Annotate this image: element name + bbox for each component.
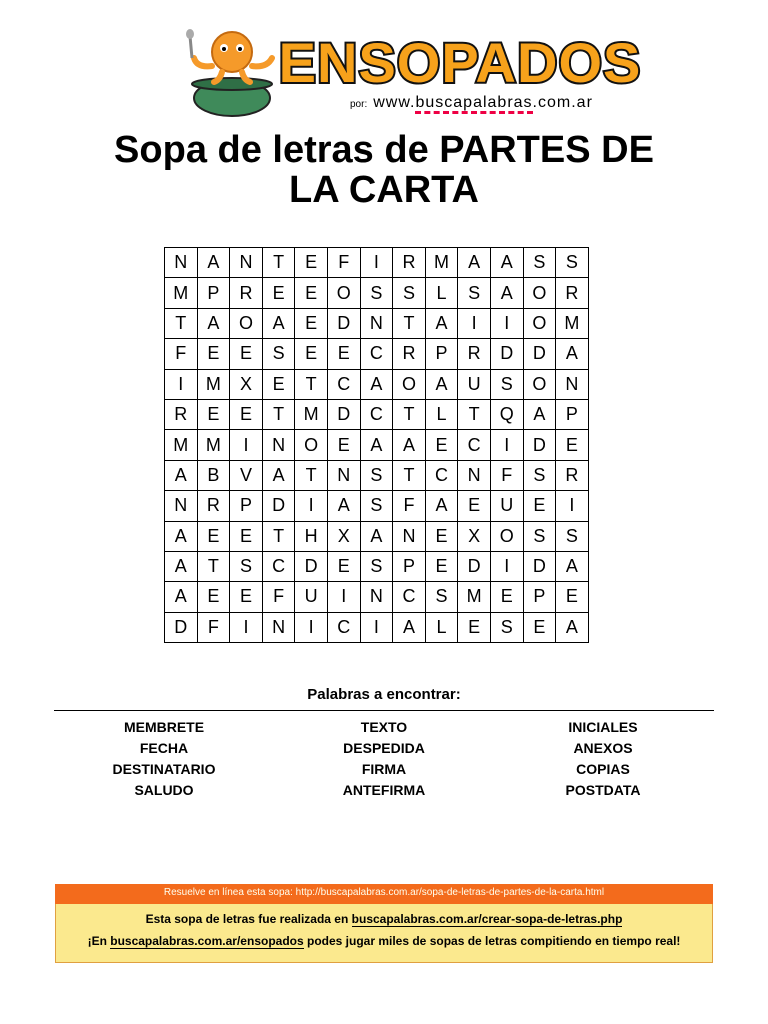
grid-cell[interactable]: C bbox=[425, 460, 458, 490]
grid-cell[interactable]: T bbox=[393, 460, 426, 490]
grid-cell[interactable]: E bbox=[327, 339, 360, 369]
logo-text: ENSOPADOS bbox=[278, 31, 642, 94]
grid-row bbox=[165, 582, 589, 612]
word-item: COPIAS bbox=[576, 761, 630, 777]
grid-cell[interactable]: R bbox=[556, 278, 589, 308]
header bbox=[0, 0, 768, 125]
grid-cell[interactable]: R bbox=[393, 248, 426, 278]
grid-cell[interactable]: E bbox=[425, 430, 458, 460]
grid-cell[interactable]: V bbox=[230, 460, 263, 490]
grid-cell[interactable]: R bbox=[197, 491, 230, 521]
grid-cell[interactable]: T bbox=[393, 399, 426, 429]
grid-cell[interactable]: O bbox=[230, 308, 263, 338]
grid-cell[interactable]: P bbox=[393, 551, 426, 581]
grid-cell[interactable]: E bbox=[458, 612, 491, 642]
word-item: DESTINATARIO bbox=[112, 761, 216, 777]
grid-cell[interactable]: E bbox=[295, 339, 328, 369]
grid-cell[interactable]: I bbox=[490, 308, 523, 338]
grid-cell[interactable]: I bbox=[230, 430, 263, 460]
grid-cell[interactable]: A bbox=[556, 612, 589, 642]
grid-cell[interactable]: E bbox=[230, 399, 263, 429]
grid-cell[interactable]: T bbox=[262, 248, 295, 278]
grid-cell[interactable]: M bbox=[556, 308, 589, 338]
site-prefix: www. bbox=[373, 94, 416, 111]
grid-cell[interactable]: E bbox=[327, 430, 360, 460]
title-line-1: Sopa de letras de PARTES DE bbox=[114, 129, 654, 171]
word-search-grid bbox=[164, 247, 589, 643]
grid-cell[interactable]: S bbox=[360, 551, 393, 581]
grid-cell[interactable]: N bbox=[262, 430, 295, 460]
grid-cell[interactable]: E bbox=[197, 521, 230, 551]
grid-cell[interactable]: A bbox=[262, 308, 295, 338]
grid-cell[interactable]: E bbox=[295, 248, 328, 278]
grid-row bbox=[165, 551, 589, 581]
grid-cell[interactable]: A bbox=[490, 248, 523, 278]
grid-cell[interactable]: M bbox=[295, 399, 328, 429]
grid-cell[interactable]: E bbox=[197, 339, 230, 369]
grid-cell[interactable]: S bbox=[490, 369, 523, 399]
byline-label: por: bbox=[350, 99, 368, 110]
word-item: INICIALES bbox=[568, 719, 638, 735]
grid-cell[interactable]: R bbox=[230, 278, 263, 308]
grid-cell[interactable]: A bbox=[458, 248, 491, 278]
grid-cell[interactable]: E bbox=[230, 521, 263, 551]
grid-cell[interactable]: A bbox=[393, 612, 426, 642]
grid-cell[interactable]: U bbox=[490, 491, 523, 521]
grid-cell[interactable]: F bbox=[327, 248, 360, 278]
grid-row bbox=[165, 369, 589, 399]
word-item: ANTEFIRMA bbox=[342, 782, 426, 798]
grid-cell[interactable]: I bbox=[295, 612, 328, 642]
grid-cell[interactable]: D bbox=[295, 551, 328, 581]
grid-cell[interactable]: T bbox=[295, 369, 328, 399]
grid-row bbox=[165, 248, 589, 278]
grid-cell[interactable]: S bbox=[523, 248, 556, 278]
grid-cell[interactable]: A bbox=[556, 551, 589, 581]
grid-row bbox=[165, 460, 589, 490]
grid-cell[interactable]: I bbox=[165, 369, 198, 399]
grid-cell[interactable]: E bbox=[295, 278, 328, 308]
grid-cell[interactable]: N bbox=[393, 521, 426, 551]
grid-cell[interactable]: N bbox=[360, 308, 393, 338]
grid-row bbox=[165, 491, 589, 521]
grid-cell[interactable]: P bbox=[230, 491, 263, 521]
grid-cell[interactable]: C bbox=[458, 430, 491, 460]
grid-cell[interactable]: U bbox=[458, 369, 491, 399]
octopus-mascot-icon bbox=[182, 28, 282, 118]
grid-cell[interactable]: S bbox=[360, 460, 393, 490]
grid-cell[interactable]: O bbox=[393, 369, 426, 399]
grid-cell[interactable]: N bbox=[327, 460, 360, 490]
grid-cell[interactable]: L bbox=[425, 278, 458, 308]
grid-cell[interactable]: S bbox=[393, 278, 426, 308]
grid-cell[interactable]: T bbox=[458, 399, 491, 429]
grid-cell[interactable]: P bbox=[197, 278, 230, 308]
grid-cell[interactable]: S bbox=[458, 278, 491, 308]
create-puzzle-link[interactable]: buscapalabras.com.ar/crear-sopa-de-letras.php bbox=[351, 912, 623, 926]
grid-cell[interactable]: D bbox=[327, 399, 360, 429]
grid-cell[interactable]: E bbox=[490, 582, 523, 612]
site-main: buscapalabras bbox=[415, 94, 532, 114]
grid-cell[interactable]: S bbox=[230, 551, 263, 581]
grid-cell[interactable]: A bbox=[327, 491, 360, 521]
grid-cell[interactable]: E bbox=[327, 551, 360, 581]
footer-line-2-prefix: ¡En bbox=[87, 934, 111, 948]
grid-cell[interactable]: C bbox=[393, 582, 426, 612]
grid-cell[interactable]: A bbox=[165, 551, 198, 581]
grid-cell[interactable]: S bbox=[523, 460, 556, 490]
grid-cell[interactable]: C bbox=[327, 369, 360, 399]
grid-cell[interactable]: E bbox=[230, 339, 263, 369]
byline bbox=[350, 94, 620, 112]
grid-cell[interactable]: I bbox=[556, 491, 589, 521]
grid-cell[interactable]: M bbox=[165, 278, 198, 308]
grid-cell[interactable]: N bbox=[230, 248, 263, 278]
grid-cell[interactable]: N bbox=[165, 248, 198, 278]
word-item: TEXTO bbox=[360, 719, 408, 735]
grid-cell[interactable]: T bbox=[262, 521, 295, 551]
word-item: MEMBRETE bbox=[123, 719, 205, 735]
grid-cell[interactable]: T bbox=[197, 551, 230, 581]
footer-line-2-suffix: podes jugar miles de sopas de letras compitiendo en tiempo real! bbox=[303, 934, 681, 948]
word-item: FECHA bbox=[139, 740, 189, 756]
grid-cell[interactable]: S bbox=[490, 612, 523, 642]
grid-cell[interactable]: X bbox=[327, 521, 360, 551]
grid-row bbox=[165, 521, 589, 551]
grid-cell[interactable]: P bbox=[425, 339, 458, 369]
grid-cell[interactable]: E bbox=[262, 369, 295, 399]
grid-cell[interactable]: C bbox=[360, 339, 393, 369]
grid-cell[interactable]: C bbox=[360, 399, 393, 429]
grid-cell[interactable]: I bbox=[360, 612, 393, 642]
grid-cell[interactable]: A bbox=[425, 308, 458, 338]
grid-cell[interactable]: O bbox=[295, 430, 328, 460]
grid-cell[interactable]: T bbox=[393, 308, 426, 338]
grid-cell[interactable]: A bbox=[360, 369, 393, 399]
grid-cell[interactable]: O bbox=[327, 278, 360, 308]
grid-cell[interactable]: A bbox=[165, 460, 198, 490]
ensopados-link[interactable]: buscapalabras.com.ar/ensopados bbox=[110, 934, 304, 948]
grid-cell[interactable]: I bbox=[295, 491, 328, 521]
grid-cell[interactable]: M bbox=[197, 430, 230, 460]
word-item: SALUDO bbox=[134, 782, 194, 798]
word-item: DESPEDIDA bbox=[343, 740, 425, 756]
grid-cell[interactable]: A bbox=[197, 248, 230, 278]
grid-cell[interactable]: E bbox=[425, 551, 458, 581]
grid-cell[interactable]: F bbox=[262, 582, 295, 612]
grid-cell[interactable]: S bbox=[262, 339, 295, 369]
online-solve-link[interactable]: Resuelve en línea esta sopa: http://buscapalabras.com.ar/sopa-de-letras-de-partes-de-la-carta.html bbox=[55, 884, 713, 904]
grid-cell[interactable]: M bbox=[458, 582, 491, 612]
grid-cell[interactable]: E bbox=[262, 278, 295, 308]
grid-cell[interactable]: A bbox=[425, 369, 458, 399]
grid-cell[interactable]: F bbox=[490, 460, 523, 490]
grid-cell[interactable]: L bbox=[425, 612, 458, 642]
grid-row bbox=[165, 430, 589, 460]
grid-cell[interactable]: I bbox=[327, 582, 360, 612]
grid-cell[interactable]: O bbox=[523, 278, 556, 308]
grid-cell[interactable]: Q bbox=[490, 399, 523, 429]
grid-row bbox=[165, 339, 589, 369]
grid-cell[interactable]: F bbox=[197, 612, 230, 642]
grid-cell[interactable]: D bbox=[262, 491, 295, 521]
grid-cell[interactable]: S bbox=[556, 248, 589, 278]
grid-cell[interactable]: M bbox=[197, 369, 230, 399]
grid-cell[interactable]: N bbox=[360, 582, 393, 612]
grid-cell[interactable]: A bbox=[197, 308, 230, 338]
grid-cell[interactable]: O bbox=[490, 521, 523, 551]
word-list-column-1 bbox=[54, 717, 274, 801]
grid-cell[interactable]: R bbox=[165, 399, 198, 429]
grid-cell[interactable]: A bbox=[556, 339, 589, 369]
grid-cell[interactable]: M bbox=[165, 430, 198, 460]
grid-cell[interactable]: A bbox=[262, 460, 295, 490]
grid-cell[interactable]: N bbox=[165, 491, 198, 521]
grid-cell[interactable]: A bbox=[393, 430, 426, 460]
grid-cell[interactable]: N bbox=[556, 369, 589, 399]
grid-cell[interactable]: P bbox=[556, 399, 589, 429]
grid-cell[interactable]: A bbox=[360, 430, 393, 460]
grid-cell[interactable]: D bbox=[523, 339, 556, 369]
site-suffix: .com.ar bbox=[532, 94, 593, 111]
grid-cell[interactable]: H bbox=[295, 521, 328, 551]
grid-cell[interactable]: E bbox=[523, 612, 556, 642]
grid-cell[interactable]: T bbox=[262, 399, 295, 429]
footer-line-1 bbox=[56, 908, 712, 930]
grid-cell[interactable]: S bbox=[360, 491, 393, 521]
grid-cell[interactable]: R bbox=[393, 339, 426, 369]
grid-cell[interactable]: A bbox=[425, 491, 458, 521]
grid-cell[interactable]: F bbox=[393, 491, 426, 521]
grid-cell[interactable]: A bbox=[165, 582, 198, 612]
grid-cell[interactable]: A bbox=[490, 278, 523, 308]
footer-info bbox=[55, 904, 713, 963]
grid-cell[interactable]: L bbox=[425, 399, 458, 429]
grid-cell[interactable]: X bbox=[230, 369, 263, 399]
grid-cell[interactable]: E bbox=[197, 399, 230, 429]
grid-row bbox=[165, 612, 589, 642]
grid-cell[interactable]: D bbox=[327, 308, 360, 338]
grid-cell[interactable]: T bbox=[165, 308, 198, 338]
word-item: POSTDATA bbox=[565, 782, 641, 798]
grid-cell[interactable]: E bbox=[230, 582, 263, 612]
footer-line-2 bbox=[56, 930, 712, 952]
title-line-2: LA CARTA bbox=[289, 169, 479, 211]
grid-cell[interactable]: F bbox=[165, 339, 198, 369]
grid-cell[interactable]: E bbox=[197, 582, 230, 612]
grid-cell[interactable]: O bbox=[523, 308, 556, 338]
grid-row bbox=[165, 278, 589, 308]
grid-cell[interactable]: R bbox=[458, 339, 491, 369]
grid-cell[interactable]: N bbox=[458, 460, 491, 490]
grid-cell[interactable]: R bbox=[556, 460, 589, 490]
grid-cell[interactable]: E bbox=[425, 521, 458, 551]
grid-cell[interactable]: D bbox=[490, 339, 523, 369]
grid-cell[interactable]: N bbox=[262, 612, 295, 642]
grid-cell[interactable]: A bbox=[165, 521, 198, 551]
grid-cell[interactable]: E bbox=[556, 582, 589, 612]
grid-cell[interactable]: U bbox=[295, 582, 328, 612]
ensopados-logo bbox=[278, 20, 642, 100]
grid-cell[interactable]: I bbox=[230, 612, 263, 642]
grid-cell[interactable]: B bbox=[197, 460, 230, 490]
words-heading: Palabras a encontrar: bbox=[307, 686, 461, 703]
page-title bbox=[40, 130, 728, 210]
divider bbox=[54, 710, 714, 711]
grid-cell[interactable]: X bbox=[458, 521, 491, 551]
grid-cell[interactable]: I bbox=[360, 248, 393, 278]
grid-cell[interactable]: I bbox=[490, 551, 523, 581]
grid-cell[interactable]: I bbox=[490, 430, 523, 460]
grid-cell[interactable]: C bbox=[327, 612, 360, 642]
word-item: ANEXOS bbox=[573, 740, 633, 756]
grid-cell[interactable]: E bbox=[295, 308, 328, 338]
grid-cell[interactable]: S bbox=[425, 582, 458, 612]
grid-cell[interactable]: E bbox=[556, 430, 589, 460]
grid-cell[interactable]: S bbox=[556, 521, 589, 551]
grid-cell[interactable]: A bbox=[523, 399, 556, 429]
footer-line-1-text: Esta sopa de letras fue realizada en bbox=[145, 912, 352, 926]
grid-cell[interactable]: S bbox=[523, 521, 556, 551]
grid-cell[interactable]: D bbox=[165, 612, 198, 642]
grid-cell[interactable]: A bbox=[360, 521, 393, 551]
word-list-column-2 bbox=[274, 717, 494, 801]
grid-cell[interactable]: S bbox=[360, 278, 393, 308]
grid-cell[interactable]: D bbox=[458, 551, 491, 581]
grid-cell[interactable]: D bbox=[523, 551, 556, 581]
grid-cell[interactable]: E bbox=[458, 491, 491, 521]
grid-cell[interactable]: T bbox=[295, 460, 328, 490]
grid-cell[interactable]: O bbox=[523, 369, 556, 399]
grid-cell[interactable]: D bbox=[523, 430, 556, 460]
word-list-column-3 bbox=[493, 717, 713, 801]
grid-cell[interactable]: C bbox=[262, 551, 295, 581]
grid-row bbox=[165, 308, 589, 338]
grid-row bbox=[165, 399, 589, 429]
word-item: FIRMA bbox=[361, 761, 407, 777]
site-link[interactable] bbox=[373, 94, 593, 114]
grid-cell[interactable]: M bbox=[425, 248, 458, 278]
grid-cell[interactable]: I bbox=[458, 308, 491, 338]
grid-cell[interactable]: P bbox=[523, 582, 556, 612]
grid-cell[interactable]: E bbox=[523, 491, 556, 521]
